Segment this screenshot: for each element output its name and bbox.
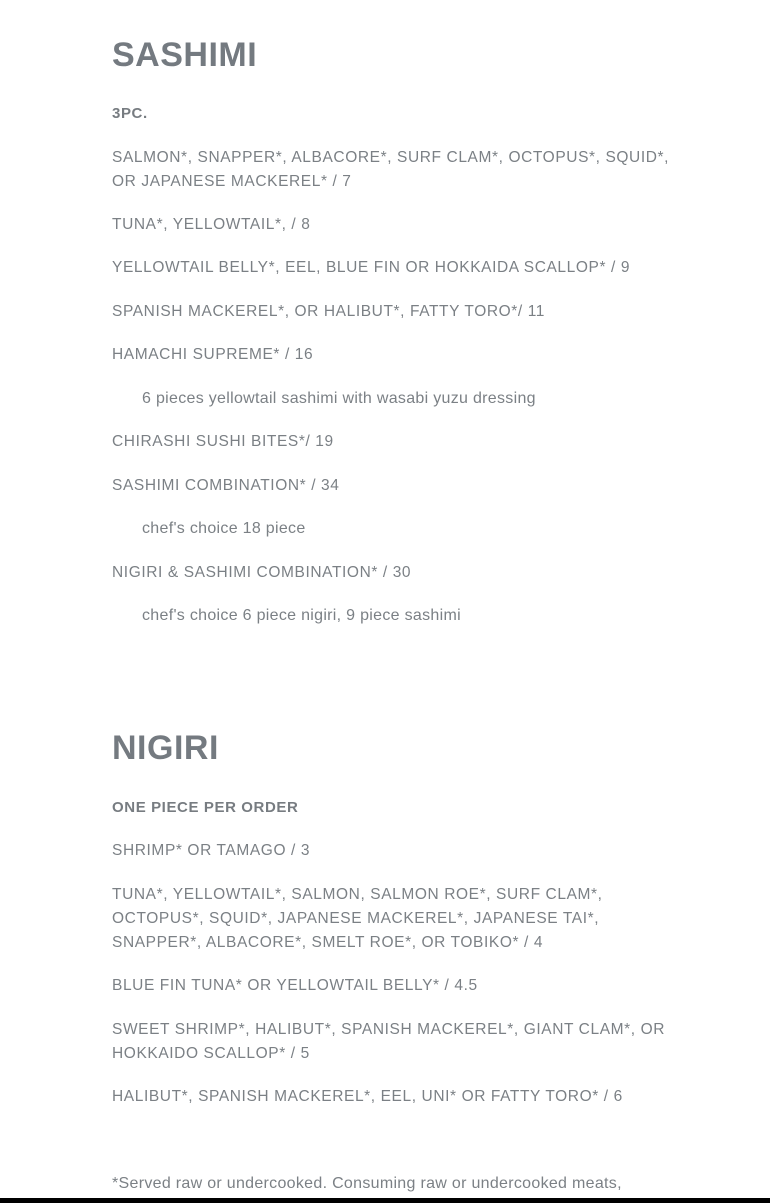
menu-item-description: 6 pieces yellowtail sashimi with wasabi yuzu dressing (142, 390, 536, 407)
menu-item: SALMON*, SNAPPER*, ALBACORE*, SURF CLAM*, OCTOPUS*, SQUID*, OR JAPANESE MACKEREL* / 7 (112, 149, 670, 190)
section-subtitle-sashimi: 3PC. (112, 105, 148, 122)
menu-item: TUNA*, YELLOWTAIL*, / 8 (112, 216, 311, 233)
menu-item: HAMACHI SUPREME* / 16 (112, 346, 314, 363)
section-title-nigiri: NIGIRI (112, 729, 219, 767)
menu-item-description: chef's choice 18 piece (142, 520, 306, 537)
menu-item-description: chef's choice 6 piece nigiri, 9 piece sashimi (142, 607, 461, 624)
menu-item: YELLOWTAIL BELLY*, EEL, BLUE FIN OR HOKKAIDA SCALLOP* / 9 (112, 259, 631, 276)
menu-item: NIGIRI & SASHIMI COMBINATION* / 30 (112, 564, 412, 581)
disclaimer-text: *Served raw or undercooked. Consuming raw or undercooked meats, (112, 1175, 622, 1192)
menu-item: HALIBUT*, SPANISH MACKEREL*, EEL, UNI* OR FATTY TORO* / 6 (112, 1088, 623, 1105)
bottom-edge-bar (0, 1198, 770, 1203)
menu-item: TUNA*, YELLOWTAIL*, SALMON, SALMON ROE*, SURF CLAM*, OCTOPUS*, SQUID*, JAPANESE MACKEREL*, JAPANESE TAI*, SNAPPER*, ALBACORE*, SMELT ROE*, OR TOBIKO* / 4 (112, 886, 603, 951)
section-title-sashimi: SASHIMI (112, 36, 258, 74)
menu-item: BLUE FIN TUNA* OR YELLOWTAIL BELLY* / 4.5 (112, 977, 478, 994)
menu-item: SHRIMP* OR TAMAGO / 3 (112, 842, 311, 859)
menu-item: SPANISH MACKEREL*, OR HALIBUT*, FATTY TORO*/ 11 (112, 303, 546, 320)
section-subtitle-nigiri: ONE PIECE PER ORDER (112, 799, 299, 816)
menu-item: SASHIMI COMBINATION* / 34 (112, 477, 340, 494)
menu-item: SWEET SHRIMP*, HALIBUT*, SPANISH MACKEREL*, GIANT CLAM*, OR HOKKAIDO SCALLOP* / 5 (112, 1021, 666, 1062)
menu-item: CHIRASHI SUSHI BITES*/ 19 (112, 433, 334, 450)
